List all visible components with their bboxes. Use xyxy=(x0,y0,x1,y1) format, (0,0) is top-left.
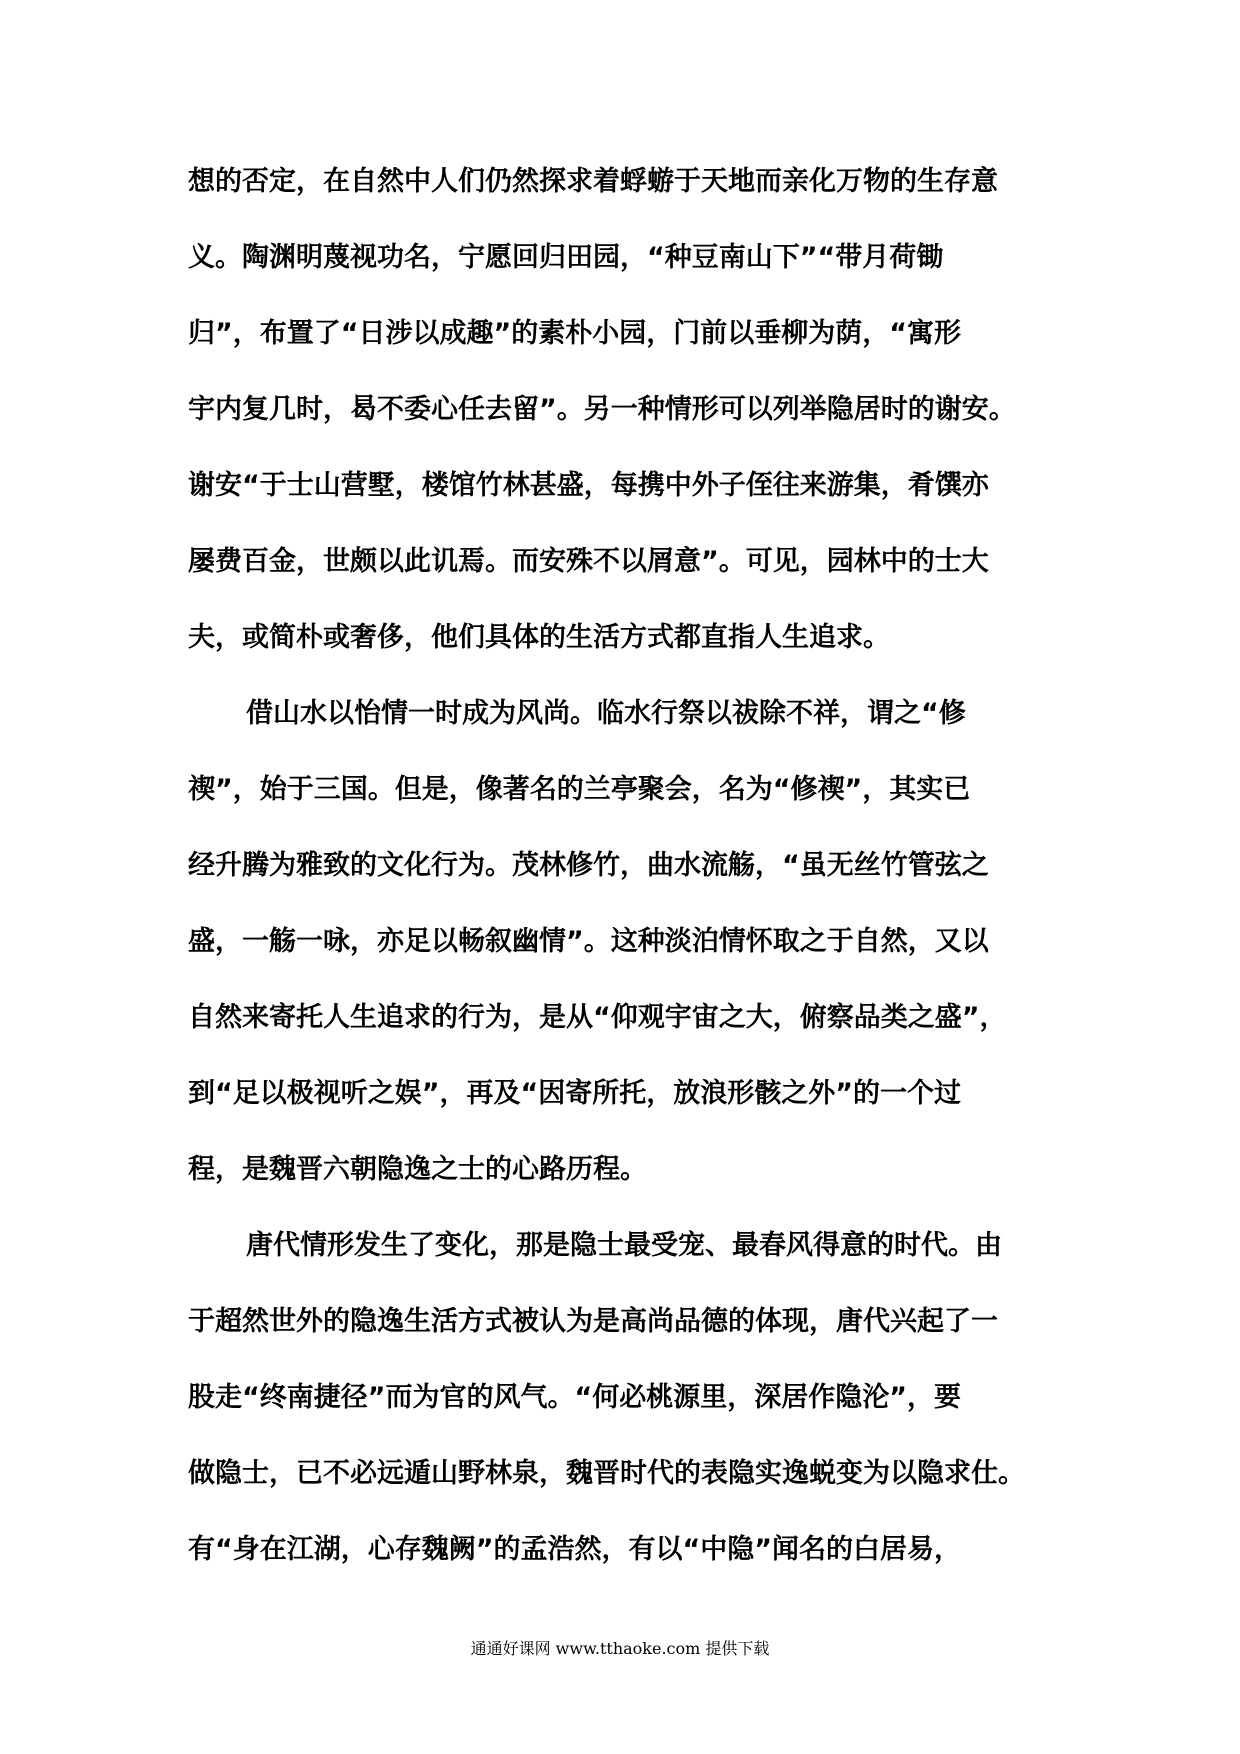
line-text: 禊”，始于三国。但是，像著名的兰亭聚会，名为“修禊”，其实已 xyxy=(188,774,971,805)
text-line xyxy=(188,613,1056,689)
line-text: 做隐士，已不必远遁山野林泉，魏晋时代的表隐实逸蜕变为以隐求仕。 xyxy=(188,1458,1025,1489)
line-text: 借山水以怡情一时成为风尚。临水行祭以祓除不祥，谓之“修 xyxy=(246,698,966,729)
text-line xyxy=(188,765,1056,841)
line-text: 经升腾为雅致的文化行为。茂林修竹，曲水流觞，“虽无丝竹管弦之 xyxy=(188,850,989,881)
body-text xyxy=(188,157,1056,1601)
line-text: 谢安“于士山营墅，楼馆竹林甚盛，每携中外子侄往来游集，肴馔亦 xyxy=(188,470,989,501)
text-line xyxy=(188,841,1056,917)
line-text: 有“身在江湖，心存魏阙”的孟浩然，有以“中隐”闻名的白居易， xyxy=(188,1534,961,1565)
line-text: 想的否定，在自然中人们仍然探求着蜉蝣于天地而亲化万物的生存意 xyxy=(188,166,998,197)
line-text: 到“足以极视听之娱”，再及“因寄所托，放浪形骸之外”的一个过 xyxy=(188,1078,961,1109)
text-line xyxy=(188,157,1056,233)
text-line xyxy=(188,1297,1056,1373)
line-text: 夫，或简朴或奢侈，他们具体的生活方式都直指人生追求。 xyxy=(188,622,890,653)
line-text: 于超然世外的隐逸生活方式被认为是高尚品德的体现，唐代兴起了一 xyxy=(188,1306,998,1337)
text-line xyxy=(188,993,1056,1069)
text-line xyxy=(188,309,1056,385)
text-line xyxy=(188,461,1056,537)
page-footer: 通通好课网 www.tthaoke.com 提供下载 xyxy=(470,1639,770,1658)
text-line xyxy=(188,385,1056,461)
line-text: 宇内复几时，曷不委心任去留”。另一种情形可以列举隐居时的谢安。 xyxy=(188,394,1016,425)
text-line xyxy=(188,233,1056,309)
line-text: 唐代情形发生了变化，那是隐士最受宠、最春风得意的时代。由 xyxy=(246,1230,1002,1261)
line-text: 归”，布置了“日涉以成趣”的素朴小园，门前以垂柳为荫，“寓形 xyxy=(188,318,961,349)
line-text: 自然来寄托人生追求的行为，是从“仰观宇宙之大，俯察品类之盛”， xyxy=(188,1002,1007,1033)
line-text: 盛，一觞一咏，亦足以畅叙幽情”。这种淡泊情怀取之于自然，又以 xyxy=(188,926,989,957)
line-text: 程，是魏晋六朝隐逸之士的心路历程。 xyxy=(188,1154,647,1185)
text-line xyxy=(188,1525,1056,1601)
text-line xyxy=(188,917,1056,993)
line-text: 股走“终南捷径”而为官的风气。“何必桃源里，深居作隐沦”，要 xyxy=(188,1382,961,1413)
line-text: 屡费百金，世颇以此讥焉。而安殊不以屑意”。可见，园林中的士大 xyxy=(188,546,989,577)
text-line xyxy=(188,1449,1056,1525)
text-line xyxy=(188,1373,1056,1449)
text-line xyxy=(188,1069,1056,1145)
paragraph-start-line xyxy=(188,689,1056,765)
line-text: 义。陶渊明蔑视功名，宁愿回归田园，“种豆南山下”“带月荷锄 xyxy=(188,242,944,273)
text-line xyxy=(188,537,1056,613)
text-line xyxy=(188,1145,1056,1221)
paragraph-start-line xyxy=(188,1221,1056,1297)
